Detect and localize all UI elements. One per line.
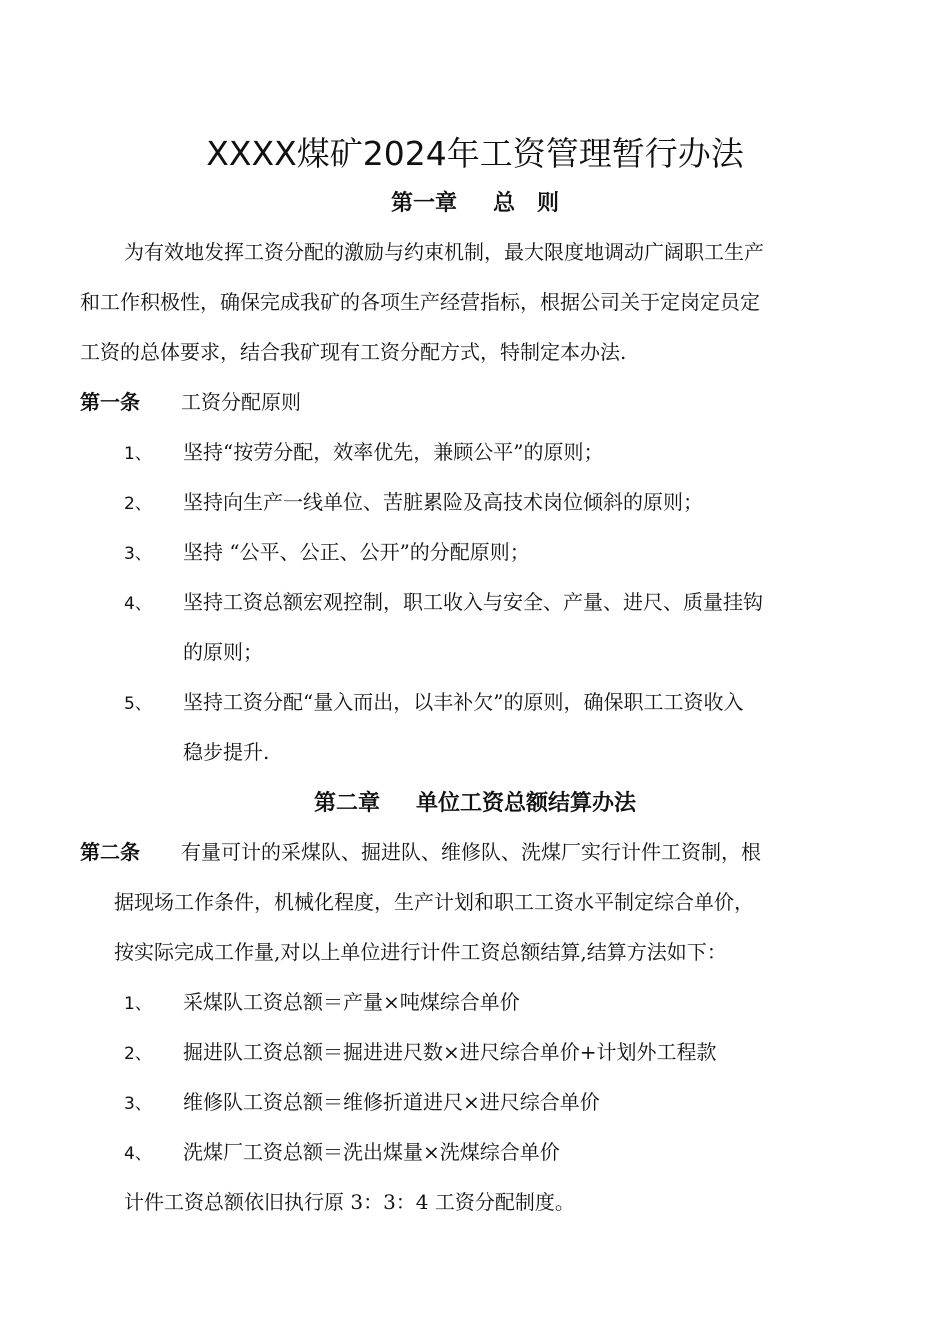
formula-1-number: 1、 bbox=[124, 994, 152, 1014]
article-1-label: 第一条 bbox=[80, 390, 140, 414]
chapter-1-label: 第一章 bbox=[390, 191, 457, 216]
principle-1-number: 1、 bbox=[124, 444, 152, 464]
chapter-1-heading bbox=[0, 186, 950, 217]
formula-4-text: 洗煤厂工资总额＝洗出煤量×洗煤综合单价 bbox=[183, 1140, 560, 1164]
intro-line-3: 工资的总体要求，结合我矿现有工资分配方式，特制定本办法. bbox=[80, 340, 627, 364]
chapter-1-name: 总 则 bbox=[493, 191, 560, 216]
intro-line-2: 和工作积极性，确保完成我矿的各项生产经营指标，根据公司关于定岗定员定 bbox=[80, 290, 760, 314]
formula-2-text: 掘进队工资总额＝掘进进尺数×进尺综合单价+计划外工程款 bbox=[183, 1040, 717, 1064]
formula-2-number: 2、 bbox=[124, 1044, 152, 1064]
article-1-title: 工资分配原则 bbox=[181, 390, 301, 414]
chapter-2-name: 单位工资总额结算办法 bbox=[416, 791, 637, 816]
principle-3-text: 坚持 “公平、公正、公开”的分配原则； bbox=[183, 540, 530, 564]
formula-3-text: 维修队工资总额＝维修折道进尺×进尺综合单价 bbox=[183, 1090, 600, 1114]
principle-5-text-cont: 稳步提升. bbox=[183, 740, 270, 764]
formula-1-text: 采煤队工资总额＝产量×吨煤综合单价 bbox=[183, 990, 520, 1014]
allocation-note: 计件工资总额依旧执行原 3：3：4 工资分配制度。 bbox=[124, 1190, 575, 1214]
principle-4-text-cont: 的原则； bbox=[183, 640, 263, 664]
chapter-2-label: 第二章 bbox=[313, 791, 380, 816]
principle-4-text: 坚持工资总额宏观控制，职工收入与安全、产量、进尺、质量挂钩 bbox=[183, 590, 763, 614]
principle-2-text: 坚持向生产一线单位、苦脏累险及高技术岗位倾斜的原则； bbox=[183, 490, 703, 514]
article-2-line-3: 按实际完成工作量,对以上单位进行计件工资总额结算,结算方法如下： bbox=[114, 940, 727, 964]
article-2-line-1: 有量可计的采煤队、掘进队、维修队、洗煤厂实行计件工资制，根 bbox=[181, 840, 761, 864]
chapter-2-heading bbox=[0, 786, 950, 817]
formula-3-number: 3、 bbox=[124, 1094, 152, 1114]
formula-4-number: 4、 bbox=[124, 1144, 152, 1164]
principle-4-number: 4、 bbox=[124, 594, 152, 614]
principle-5-number: 5、 bbox=[124, 694, 152, 714]
principle-5-text: 坚持工资分配“量入而出，以丰补欠”的原则，确保职工工资收入 bbox=[183, 690, 744, 714]
principle-3-number: 3、 bbox=[124, 544, 152, 564]
intro-line-1: 为有效地发挥工资分配的激励与约束机制，最大限度地调动广阔职工生产 bbox=[124, 240, 764, 264]
principle-1-text: 坚持“按劳分配，效率优先，兼顾公平”的原则； bbox=[183, 440, 604, 464]
article-2-line-2: 据现场工作条件，机械化程度，生产计划和职工工资水平制定综合单价， bbox=[114, 890, 754, 914]
principle-2-number: 2、 bbox=[124, 494, 152, 514]
document-title: XXXX煤矿2024年工资管理暂行办法 bbox=[206, 134, 744, 173]
article-2-label: 第二条 bbox=[80, 840, 140, 864]
